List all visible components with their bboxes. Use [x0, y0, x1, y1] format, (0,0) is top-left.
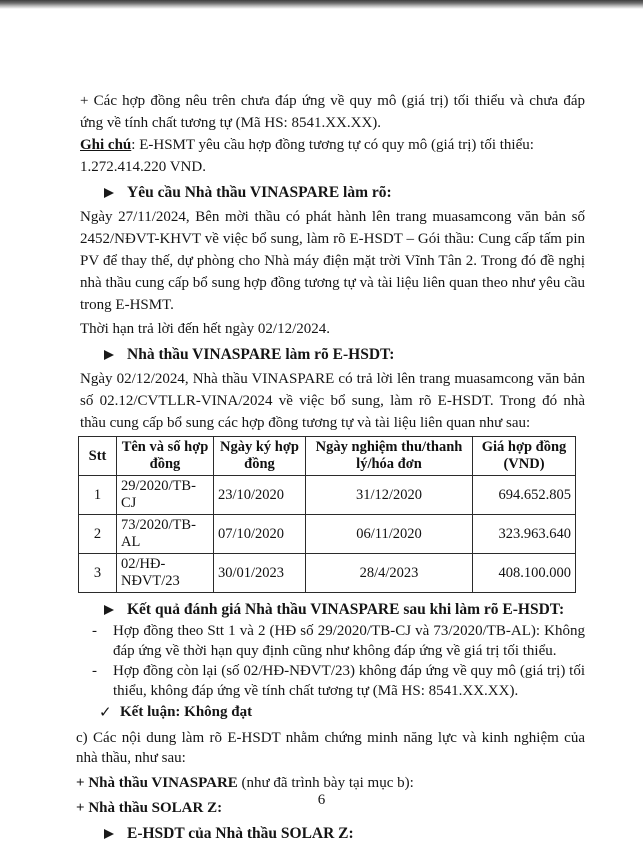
table-header-price: Giá hợp đồng (VND): [473, 437, 576, 476]
note-text: : E-HSMT yêu cầu hợp đồng tương tự có quy mô (giá trị) tối thiểu:: [131, 137, 534, 153]
section-heading-ehsdt-solarz: [104, 823, 585, 845]
arrow-bullet-icon: [104, 350, 114, 360]
contractor-vinaspare-line: [76, 773, 585, 793]
table-row: [79, 476, 576, 515]
arrow-bullet-icon: [104, 188, 114, 198]
table-header-contract-name: Tên và số hợp đồng: [117, 437, 214, 476]
table-cell-stt: 3: [79, 554, 117, 593]
table-cell-acceptance-date: 28/4/2023: [306, 554, 473, 593]
table-cell-sign-date: 30/01/2023: [214, 554, 306, 593]
table-header-acceptance-date: Ngày nghiệm thu/thanh lý/hóa đơn: [306, 437, 473, 476]
table-cell-stt: 1: [79, 476, 117, 515]
section-heading-response-text: Nhà thầu VINASPARE làm rõ E-HSDT:: [127, 346, 395, 363]
section-heading-ehsdt-solarz-text: E-HSDT của Nhà thầu SOLAR Z:: [127, 825, 354, 842]
table-row: [79, 515, 576, 554]
table-cell-price: 323.963.640: [473, 515, 576, 554]
dash-marker: -: [92, 623, 97, 639]
table-cell-contract-name: 73/2020/TB-AL: [117, 515, 214, 554]
result-item: [80, 661, 585, 701]
table-cell-price: 408.100.000: [473, 554, 576, 593]
arrow-bullet-icon: [104, 605, 114, 615]
table-cell-acceptance-date: 06/11/2020: [306, 515, 473, 554]
section-heading-request: [104, 182, 585, 204]
check-icon: ✓: [99, 703, 112, 721]
conclusion-row: [80, 702, 585, 722]
plus-marker: +: [76, 775, 85, 791]
result-item: [80, 621, 585, 661]
section-heading-request-text: Yêu cầu Nhà thầu VINASPARE làm rõ:: [127, 184, 392, 201]
plus-marker: +: [76, 800, 85, 816]
paragraph-intro: [80, 90, 585, 134]
table-row: [79, 554, 576, 593]
table-cell-contract-name: 29/2020/TB-CJ: [117, 476, 214, 515]
table-cell-contract-name: 02/HĐ-NĐVT/23: [117, 554, 214, 593]
section-heading-result: [104, 599, 585, 621]
conclusion-text: Kết luận: Không đạt: [120, 704, 253, 720]
contractor-solarz-label: Nhà thầu SOLAR Z:: [88, 800, 223, 816]
table-cell-sign-date: 23/10/2020: [214, 476, 306, 515]
table-header-sign-date: Ngày ký hợp đồng: [214, 437, 306, 476]
table-cell-acceptance-date: 31/12/2020: [306, 476, 473, 515]
paragraph-request: Ngày 27/11/2024, Bên mời thầu có phát hành lên trang muasamcong văn bản số 2452/NĐVT-KHVT về việc bổ sung, làm rõ E-HSDT – Gói thầu: Cung cấp tấm pin PV để thay thế, dự phòng cho Nhà máy điện mặt trời Vĩnh Tân 2. Trong đó đề nghị nhà thầu cung cấp bổ sung hợp đồng tương tự và tài liệu liên quan theo như yêu cầu trong E-HSMT.: [80, 209, 585, 313]
contracts-table: [78, 436, 576, 593]
deadline-text: Thời hạn trả lời đến hết ngày 02/12/2024.: [80, 321, 330, 337]
note-label: Ghi chú: [80, 137, 132, 153]
table-cell-sign-date: 07/10/2020: [214, 515, 306, 554]
plus-marker: +: [80, 93, 89, 109]
arrow-bullet-icon: [104, 829, 114, 839]
section-heading-response: [104, 344, 585, 366]
section-heading-result-text: Kết quả đánh giá Nhà thầu VINASPARE sau khi làm rõ E-HSDT:: [127, 601, 565, 618]
dash-marker: -: [92, 663, 97, 679]
table-header-stt: Stt: [79, 437, 117, 476]
table-header-row: [79, 437, 576, 476]
paragraph-intro-text: Các hợp đồng nêu trên chưa đáp ứng về quy mô (giá trị) tối thiểu và chưa đáp ứng về tính chất tương tự (Mã HS: 8541.XX.XX).: [80, 93, 585, 131]
paragraph-response: Ngày 02/12/2024, Nhà thầu VINASPARE có trả lời lên trang muasamcong văn bản số 02.12/CVTLLR-VINA/2024 về việc bổ sung, làm rõ E-HSDT. Trong đó nhà thầu cung cấp bổ sung các hợp đồng tương tự và tài liệu liên quan như sau:: [80, 371, 585, 431]
contractor-vinaspare-label: Nhà thầu VINASPARE: [88, 775, 238, 791]
paragraph-section-c: c) Các nội dung làm rõ E-HSDT nhằm chứng minh năng lực và kinh nghiệm của nhà thầu, như sau:: [76, 730, 585, 766]
contractor-vinaspare-note: (như đã trình bày tại mục b):: [237, 775, 414, 791]
result-item-text: Hợp đồng theo Stt 1 và 2 (HĐ số 29/2020/TB-CJ và 73/2020/TB-AL): Không đáp ứng về thời hạn quy định cũng như không đáp ứng về giá trị tối thiểu.: [113, 623, 585, 659]
note-value: 1.272.414.220 VND.: [80, 159, 206, 175]
page-number: 6: [317, 792, 326, 808]
table-cell-stt: 2: [79, 515, 117, 554]
note-block: [80, 134, 585, 178]
result-item-text: Hợp đồng còn lại (số 02/HĐ-NĐVT/23) không đáp ứng về quy mô (giá trị) tối thiểu, không đáp ứng về tính chất tương tự (Mã HS: 8541.XX.XX).: [113, 663, 585, 699]
table-cell-price: 694.652.805: [473, 476, 576, 515]
